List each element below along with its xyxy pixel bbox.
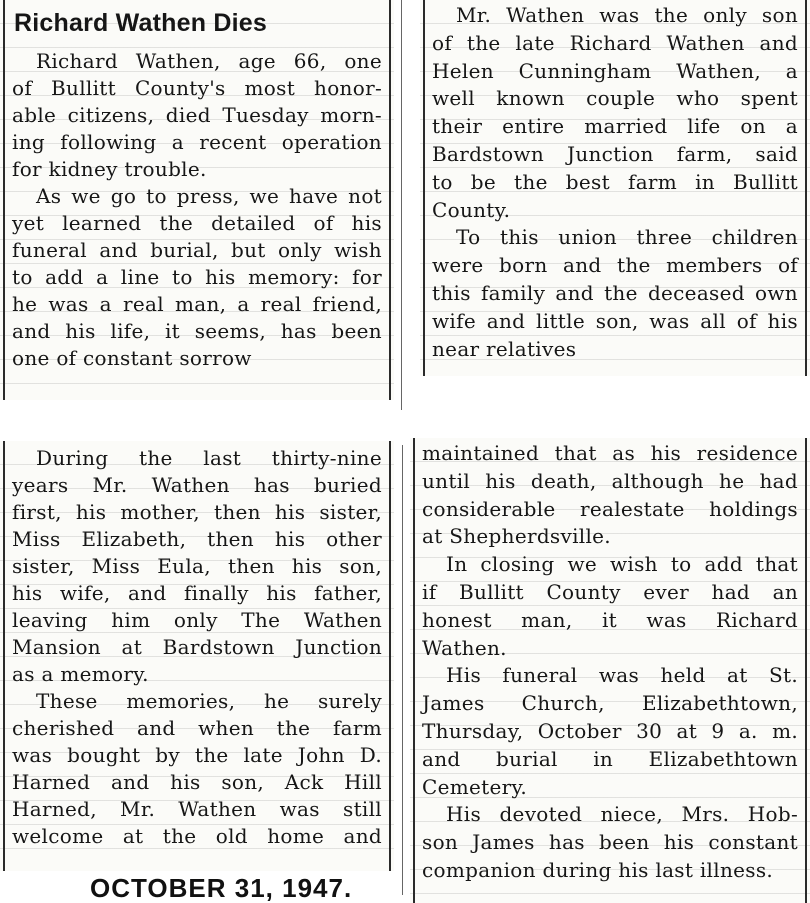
text-line: were born and the members of	[432, 253, 798, 278]
text-line: and his life, it seems, has been	[12, 319, 382, 343]
text-line: funeral and burial, but only wish	[12, 238, 382, 262]
text-line: These memories, he surely	[36, 689, 382, 713]
text-line: To this union three children	[456, 225, 798, 250]
text-line: Thursday, October 30 at 9 a. m.	[422, 718, 798, 743]
paragraph-memories	[12, 688, 382, 850]
text-line: County.	[432, 197, 511, 222]
paragraph-losses	[12, 445, 382, 688]
text-line: to add a line to his memory: for	[12, 265, 382, 289]
gutter-divider	[402, 445, 403, 895]
text-line: His funeral was held at St.	[446, 663, 798, 688]
text-line: honest man, it was Richard	[422, 607, 798, 632]
text-line: Richard Wathen, age 66, one	[36, 49, 382, 73]
text-line: wife and little son, was all of his	[432, 308, 798, 333]
text-line: of the late Richard Wathen and	[432, 30, 798, 55]
text-line: leaving him only The Wathen	[12, 608, 382, 632]
text-line: until his death, although he had	[422, 468, 798, 493]
text-line: Harned, Mr. Wathen was still	[12, 797, 382, 821]
text-line: Miss Elizabeth, then his other	[12, 527, 382, 551]
clipping-column-1	[0, 0, 394, 400]
paragraph-press	[12, 183, 382, 372]
text-line: Mr. Wathen was the only son	[456, 3, 798, 27]
article-headline: Richard Wathen Dies	[14, 9, 267, 37]
text-line: James Church, Elizabethtown,	[422, 691, 798, 716]
text-line: first, his mother, then his sister,	[12, 500, 382, 524]
text-line: maintained that as his residence	[422, 441, 798, 465]
paragraph-funeral	[422, 662, 798, 801]
gutter-divider	[401, 0, 402, 410]
text-line: Mansion at Bardstown Junction	[12, 635, 382, 659]
text-line: As we go to press, we have not	[36, 184, 382, 208]
clipping-column-2	[420, 0, 810, 376]
paragraph-niece	[422, 801, 798, 884]
text-line: for kidney trouble.	[12, 157, 207, 181]
text-line: well known couple who spent	[432, 86, 798, 111]
text-line: In closing we wish to add that	[446, 552, 798, 577]
text-line: Helen Cunningham Wathen, a	[432, 58, 798, 83]
clipping-column-4	[410, 438, 810, 903]
text-line: son James has been his constant	[422, 830, 798, 855]
text-line: if Bullitt County ever had an	[422, 579, 798, 604]
text-line: able citizens, died Tuesday morn-	[12, 103, 382, 127]
dateline: OCTOBER 31, 1947.	[90, 873, 353, 903]
text-line: at Shepherdsville.	[422, 524, 611, 549]
text-line: sister, Miss Eula, then his son,	[12, 554, 382, 578]
text-line: yet learned the detailed of his	[12, 211, 382, 235]
text-line: one of constant sorrow	[12, 346, 252, 370]
text-line: his wife, and finally his father,	[12, 581, 382, 605]
paragraph-union	[432, 224, 798, 363]
text-line: years Mr. Wathen has buried	[12, 473, 382, 497]
paragraph-intro	[12, 48, 382, 183]
text-line: cherished and when the farm	[12, 716, 382, 740]
text-line: as a memory.	[12, 662, 149, 686]
text-line: Wathen.	[422, 635, 507, 660]
text-line: During the last thirty-nine	[36, 446, 382, 470]
text-line: companion during his last illness.	[422, 857, 774, 882]
text-line: Harned and his son, Ack Hill	[12, 770, 382, 794]
text-line: this family and the deceased own	[432, 280, 798, 305]
text-line: to be the best farm in Bullitt	[432, 169, 798, 194]
text-line: ing following a recent operation	[12, 130, 382, 154]
text-line: he was a real man, a real friend,	[12, 292, 382, 316]
text-line: welcome at the old home and	[12, 824, 382, 848]
paragraph-residence	[422, 440, 798, 551]
text-line: of Bullitt County's most honor-	[12, 76, 382, 100]
paragraph-family	[432, 2, 798, 224]
text-line: Cemetery.	[422, 774, 528, 799]
text-line: was bought by the late John D.	[12, 743, 382, 767]
text-line: His devoted niece, Mrs. Hob-	[446, 802, 798, 827]
clipping-column-3	[0, 441, 394, 871]
text-line: near relatives	[432, 336, 577, 361]
text-line: their entire married life on a	[432, 114, 798, 139]
text-line: and burial in Elizabethtown	[422, 746, 798, 771]
text-line: Bardstown Junction farm, said	[432, 141, 798, 166]
paragraph-closing	[422, 551, 798, 662]
text-line: considerable realestate holdings	[422, 496, 798, 521]
